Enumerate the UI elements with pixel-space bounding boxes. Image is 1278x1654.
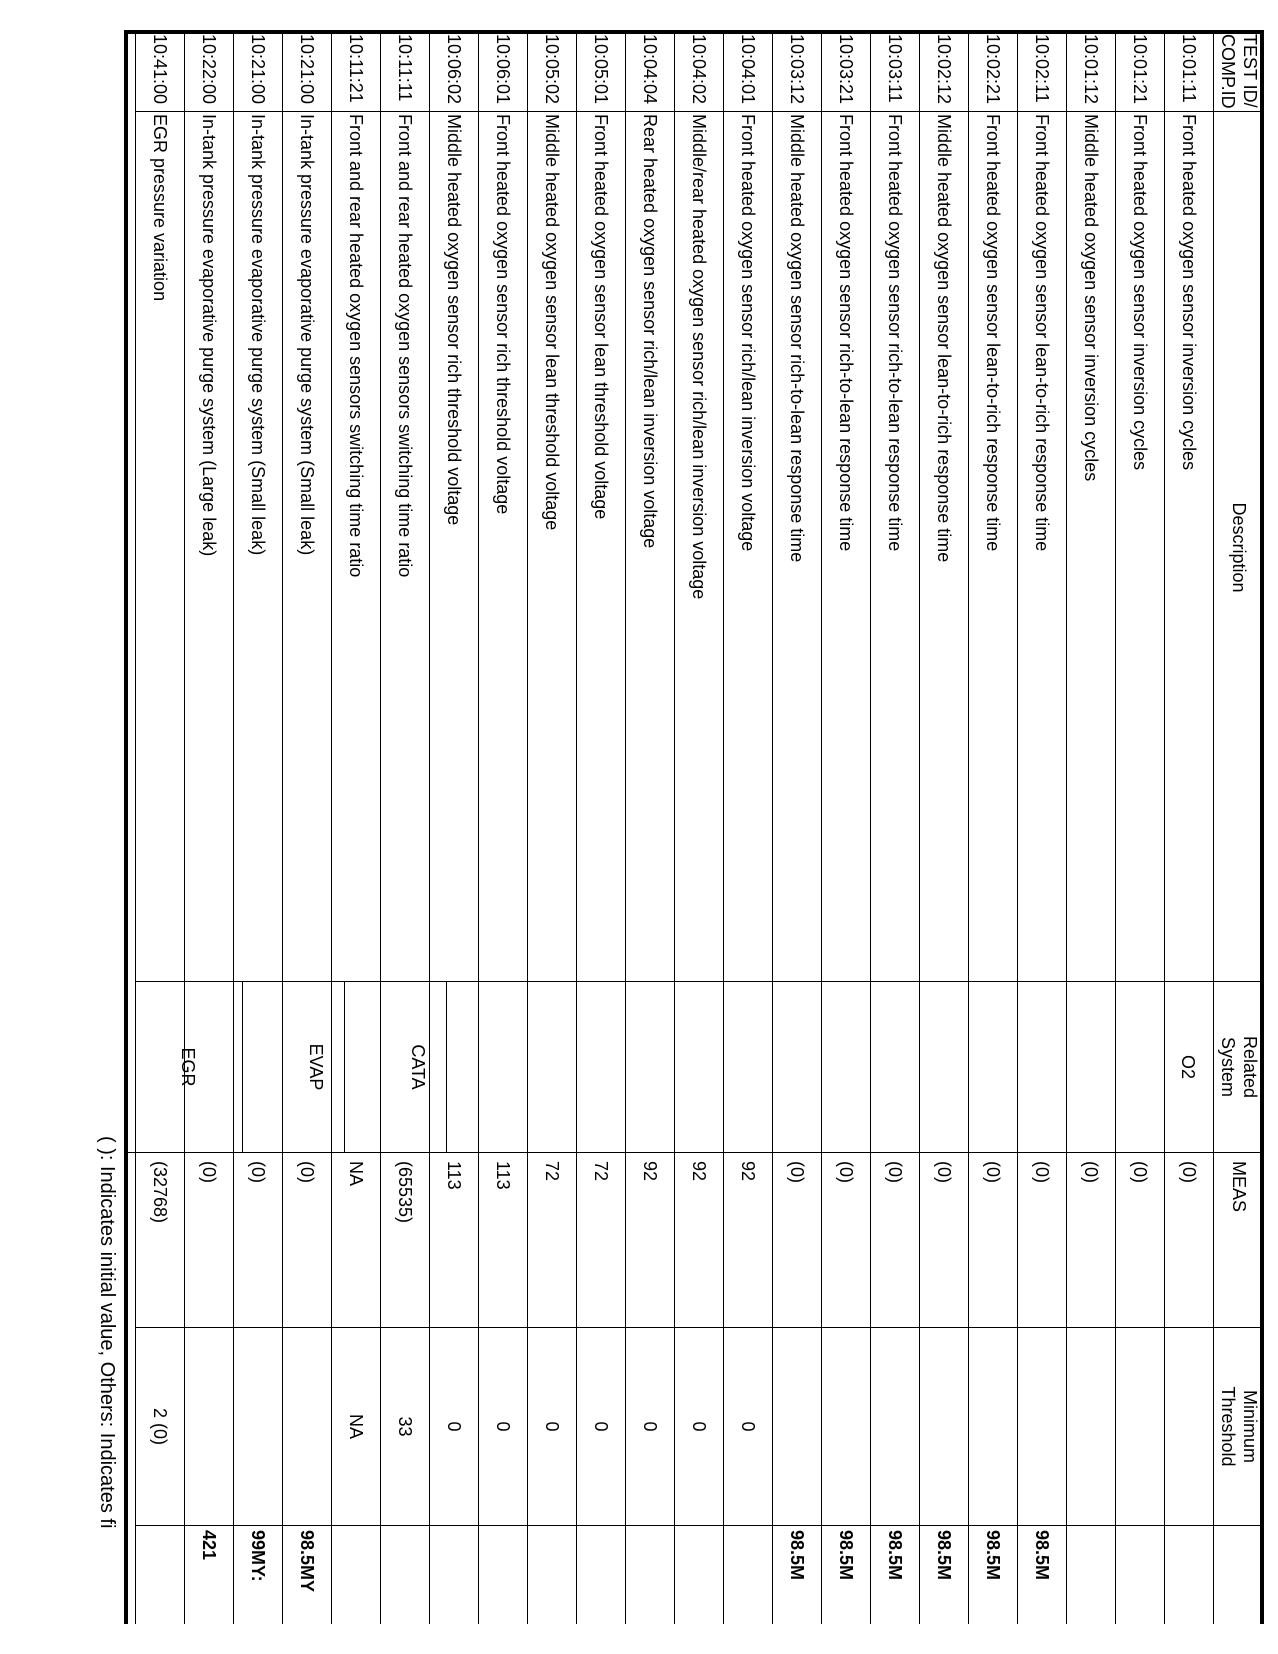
cell-meas: (0) (1165, 1152, 1213, 1328)
header-system-line2: System (1218, 1036, 1238, 1097)
cell-meas: 72 (528, 1152, 576, 1328)
cell-minimum-threshold: 0 (724, 1328, 772, 1526)
cell-test-id: 10:21:00 (234, 30, 282, 112)
table-row (1017, 30, 1066, 1624)
cell-description: Middle heated oxygen sensor rich threshold voltage (430, 112, 478, 982)
cell-description: Front heated oxygen sensor lean-to-rich response time (969, 112, 1017, 982)
table-row (1115, 30, 1164, 1624)
cell-related-system (577, 982, 625, 1152)
cell-related-system (969, 982, 1017, 1152)
cell-minimum-threshold (1067, 1328, 1115, 1526)
table-row (135, 30, 184, 1624)
cell-next-column (332, 1526, 380, 1654)
cell-related-system (822, 982, 870, 1152)
cell-meas: (0) (1018, 1152, 1066, 1328)
cell-test-id: 10:04:02 (675, 30, 723, 112)
cell-description: Middle heated oxygen sensor inversion cycles (1067, 112, 1115, 982)
cell-meas: 113 (430, 1152, 478, 1328)
table-row (380, 30, 429, 1624)
cell-next-column: 98.5M (787, 1530, 807, 1581)
header-minimum-line1: Minimum (1240, 1389, 1260, 1463)
system-column-border (124, 1152, 1264, 1153)
cell-minimum-threshold: 2 (0) (136, 1328, 184, 1526)
cell-test-id: 10:02:11 (1018, 30, 1066, 112)
table-row (478, 30, 527, 1624)
cell-description: EGR pressure variation (136, 112, 184, 982)
cell-related-system (920, 982, 968, 1152)
cell-next-column (136, 1526, 184, 1654)
cell-test-id: 10:02:12 (920, 30, 968, 112)
cell-minimum-threshold (969, 1328, 1017, 1526)
cell-meas: NA (332, 1152, 380, 1328)
cell-description: Front heated oxygen sensor rich-to-lean response time (871, 112, 919, 982)
header-minimum-threshold (1214, 1328, 1264, 1526)
cell-test-id: 10:05:01 (577, 30, 625, 112)
cell-test-id: 10:22:00 (185, 30, 233, 112)
system-divider-cata-evap (344, 982, 345, 1152)
cell-test-id: 10:05:02 (528, 30, 576, 112)
header-threshold-line2: Threshold (1218, 1386, 1238, 1467)
cell-test-id: 10:04:01 (724, 30, 772, 112)
cell-minimum-threshold: 0 (528, 1328, 576, 1526)
cell-description: Front and rear heated oxygen sensors switching time ratio (332, 112, 380, 982)
cell-related-system (430, 982, 478, 1152)
cell-description: In-tank pressure evaporative purge system (Small leak) (234, 112, 282, 982)
cell-next-column (675, 1526, 723, 1654)
table-row (1164, 30, 1213, 1624)
header-related-line1: Related (1240, 1035, 1260, 1099)
cell-minimum-threshold (185, 1328, 233, 1526)
cell-meas: (0) (1067, 1152, 1115, 1328)
cell-minimum-threshold: NA (332, 1328, 380, 1526)
table-row (233, 30, 282, 1624)
cell-meas: (0) (871, 1152, 919, 1328)
cell-minimum-threshold (1018, 1328, 1066, 1526)
cell-test-id: 10:03:12 (773, 30, 821, 112)
cell-description: In-tank pressure evaporative purge system (Small leak) (283, 112, 331, 982)
header-comp-id-line2: COMP.ID (1218, 34, 1238, 109)
cell-next-column: 98.5M (885, 1530, 905, 1581)
table-row (674, 30, 723, 1624)
cell-next-column (430, 1526, 478, 1654)
cell-description: Front heated oxygen sensor inversion cycles (1116, 112, 1164, 982)
table-row (184, 30, 233, 1624)
cell-next-column (626, 1526, 674, 1654)
cell-meas: 92 (675, 1152, 723, 1328)
cell-related-system (136, 982, 184, 1152)
table-row (282, 30, 331, 1624)
cell-minimum-threshold (822, 1328, 870, 1526)
cell-next-column: 98.5M (1032, 1530, 1052, 1581)
cell-next-column (1116, 1526, 1164, 1654)
cell-related-system (1018, 982, 1066, 1152)
cell-description: Middle heated oxygen sensor rich-to-lean response time (773, 112, 821, 982)
table-row (429, 30, 478, 1624)
table-header (1213, 30, 1264, 1624)
cell-next-column (381, 1526, 429, 1654)
table-row (1066, 30, 1115, 1624)
cell-description: Rear heated oxygen sensor rich/lean inversion voltage (626, 112, 674, 982)
table-row (527, 30, 576, 1624)
cell-next-column (1067, 1526, 1115, 1654)
cell-related-system (479, 982, 527, 1152)
cell-meas: (0) (234, 1152, 282, 1328)
cell-description: Front heated oxygen sensor lean threshold voltage (577, 112, 625, 982)
cell-related-system (773, 982, 821, 1152)
cell-related-system (626, 982, 674, 1152)
header-cut-column (1214, 1526, 1264, 1654)
system-divider-evap-egr (242, 982, 243, 1152)
cell-related-system (871, 982, 919, 1152)
cell-minimum-threshold: 0 (479, 1328, 527, 1526)
table-row (723, 30, 772, 1624)
cell-test-id: 10:02:21 (969, 30, 1017, 112)
cell-meas: 72 (577, 1152, 625, 1328)
cell-description: Front and rear heated oxygen sensors switching time ratio (381, 112, 429, 982)
cell-next-column: 98.5M (836, 1530, 856, 1581)
table-row (870, 30, 919, 1624)
cell-meas: (65535) (381, 1152, 429, 1328)
cell-minimum-threshold: 33 (381, 1328, 429, 1526)
cell-test-id: 10:11:21 (332, 30, 380, 112)
cell-next-column (1165, 1526, 1213, 1654)
cell-meas: (0) (773, 1152, 821, 1328)
system-label-cata: CATA (408, 1044, 428, 1090)
cell-test-id: 10:01:11 (1165, 30, 1213, 112)
cell-meas: 92 (626, 1152, 674, 1328)
cell-next-column: 98.5MY (297, 1530, 317, 1593)
cell-meas: (0) (185, 1152, 233, 1328)
cell-next-column (528, 1526, 576, 1654)
cell-meas: 92 (724, 1152, 772, 1328)
cell-description: Front heated oxygen sensor lean-to-rich response time (1018, 112, 1066, 982)
cell-meas: 113 (479, 1152, 527, 1328)
system-divider-o2-cata (446, 982, 447, 1152)
system-label-evap: EVAP (306, 1043, 326, 1091)
cell-meas: (0) (822, 1152, 870, 1328)
cell-test-id: 10:03:11 (871, 30, 919, 112)
table-row (968, 30, 1017, 1624)
cell-minimum-threshold (283, 1328, 331, 1526)
cell-next-column (577, 1526, 625, 1654)
cell-related-system (1116, 982, 1164, 1152)
cell-test-id: 10:03:21 (822, 30, 870, 112)
cell-next-column (479, 1526, 527, 1654)
footnote: ( ): Indicates initial value, Others: Indicates fi (96, 1136, 118, 1529)
cell-meas: (0) (283, 1152, 331, 1328)
cell-description: Middle/rear heated oxygen sensor rich/lean inversion voltage (675, 112, 723, 982)
table-row (625, 30, 674, 1624)
cell-related-system (675, 982, 723, 1152)
cell-minimum-threshold: 0 (577, 1328, 625, 1526)
cell-related-system (332, 982, 380, 1152)
header-related-system (1214, 982, 1264, 1152)
table-row (576, 30, 625, 1624)
cell-meas: (0) (969, 1152, 1017, 1328)
cell-related-system (1067, 982, 1115, 1152)
cell-next-column: 98.5M (934, 1530, 954, 1581)
header-test-id-line1: TEST ID/ (1240, 34, 1260, 108)
cell-description: Front heated oxygen sensor rich/lean inversion voltage (724, 112, 772, 982)
cell-test-id: 10:01:21 (1116, 30, 1164, 112)
cell-minimum-threshold (234, 1328, 282, 1526)
table-row (821, 30, 870, 1624)
cell-minimum-threshold (871, 1328, 919, 1526)
header-meas: MEAS (1214, 1152, 1264, 1328)
system-label-egr: EGR (178, 1047, 198, 1087)
cell-test-id: 10:06:01 (479, 30, 527, 112)
cell-test-id: 10:04:04 (626, 30, 674, 112)
cell-related-system (528, 982, 576, 1152)
cell-description: Middle heated oxygen sensor lean-to-rich response time (920, 112, 968, 982)
cell-next-column: 98.5M (983, 1530, 1003, 1581)
header-description: Description (1214, 112, 1264, 982)
table-row (331, 30, 380, 1624)
cell-minimum-threshold (773, 1328, 821, 1526)
cell-test-id: 10:01:12 (1067, 30, 1115, 112)
cell-meas: (32768) (136, 1152, 184, 1328)
cell-test-id: 10:21:00 (283, 30, 331, 112)
cell-description: In-tank pressure evaporative purge system (Large leak) (185, 112, 233, 982)
cell-test-id: 10:06:02 (430, 30, 478, 112)
cell-test-id: 10:41:00 (136, 30, 184, 112)
cell-meas: (0) (1116, 1152, 1164, 1328)
cell-next-column: 99MY: (248, 1530, 268, 1582)
table-row (772, 30, 821, 1624)
cell-minimum-threshold (1165, 1328, 1213, 1526)
system-label-o2: O2 (1178, 1054, 1198, 1079)
cell-next-column: 421 (199, 1530, 219, 1561)
cell-minimum-threshold: 0 (430, 1328, 478, 1526)
cell-test-id: 10:11:11 (381, 30, 429, 112)
cell-minimum-threshold (1116, 1328, 1164, 1526)
cell-minimum-threshold (920, 1328, 968, 1526)
cell-description: Front heated oxygen sensor inversion cycles (1165, 112, 1213, 982)
cell-description: Front heated oxygen sensor rich threshold voltage (479, 112, 527, 982)
cell-next-column (724, 1526, 772, 1654)
cell-minimum-threshold: 0 (626, 1328, 674, 1526)
cell-meas: (0) (920, 1152, 968, 1328)
header-test-id (1214, 30, 1264, 112)
cell-description: Front heated oxygen sensor rich-to-lean response time (822, 112, 870, 982)
table-row (919, 30, 968, 1624)
cell-related-system (724, 982, 772, 1152)
cell-minimum-threshold: 0 (675, 1328, 723, 1526)
cell-description: Middle heated oxygen sensor lean threshold voltage (528, 112, 576, 982)
